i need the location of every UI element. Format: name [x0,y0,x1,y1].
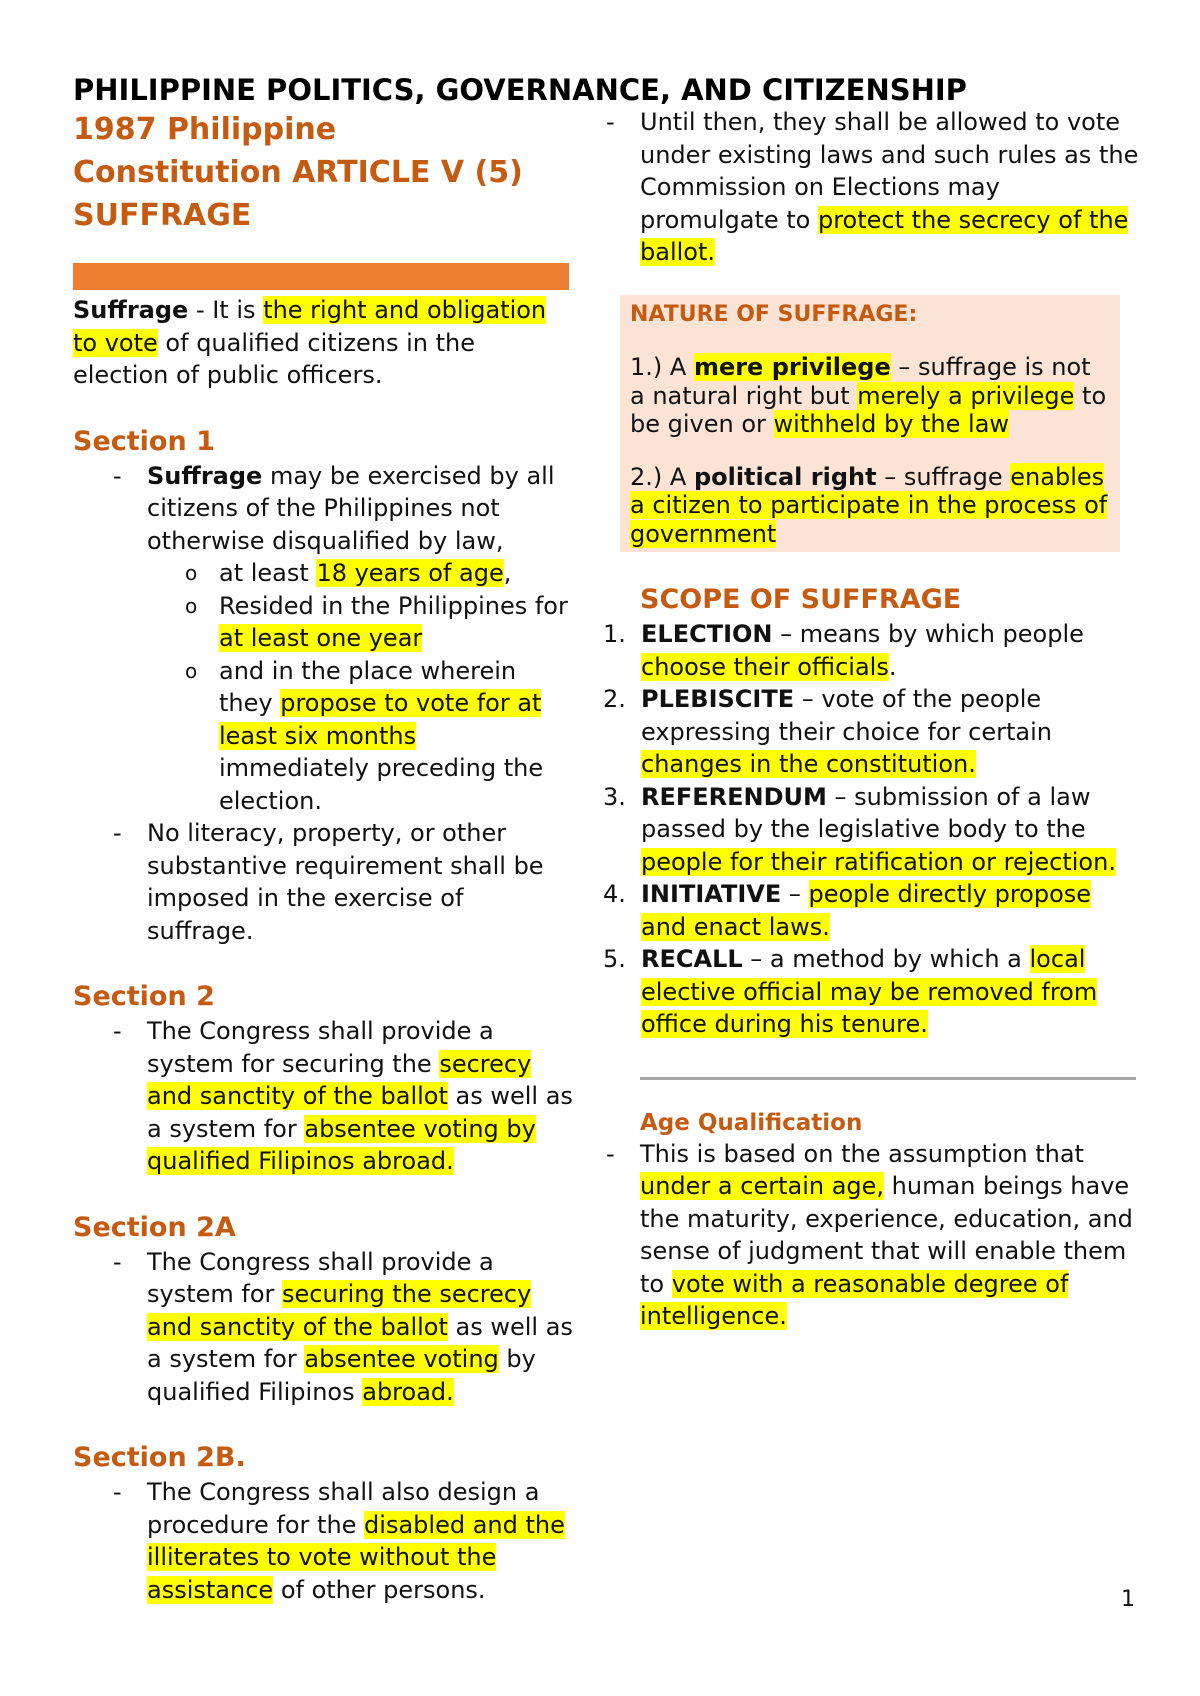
document-title-line: 1987 Philippine [73,112,337,147]
highlight: abroad. [362,1377,454,1406]
bold-term: mere privilege [693,353,891,381]
list-text: to be given or [630,381,1107,438]
bold-term: ELECTION [641,620,773,648]
highlight: disabled and the illiterates to vote without the assistance [147,1510,565,1604]
list-text: human beings have the maturity, experience, education, and sense of judgment that will enable them to [640,1172,1133,1298]
list-text: 1.) A [630,353,694,381]
list-text: – [781,880,809,908]
list-text: of other persons. [273,1575,486,1604]
highlight: local elective official may be removed from office during his tenure. [641,945,1098,1038]
list-text: as well as a system for [147,1312,573,1373]
highlight: withheld by the law [773,410,1010,438]
scope-item [566,618,1140,683]
nature-of-suffrage-box [620,295,1120,553]
page-number: 1 [1121,1587,1135,1612]
sub-list-item [73,557,573,590]
highlight: vote with a reasonable degree of intelligence. [640,1269,1069,1330]
sub-list-item [73,655,573,818]
list-text: – means by which people [772,620,1084,648]
highlight: secrecy and sanctity of the ballot [147,1049,532,1110]
list-text: at least [219,559,317,587]
list-text: and in the place wherein they [219,656,517,717]
scope-item [566,878,1140,943]
highlight: the right and obligation to vote [73,296,547,357]
list-text: – suffrage [876,462,1011,491]
highlight: absentee voting [304,1345,499,1373]
scope-item [566,943,1140,1041]
scope-list [566,618,1140,1041]
list-text: The Congress shall provide a system for securing the [147,1017,494,1078]
section-1-heading: Section 1 [73,425,215,457]
highlight: protect the secrecy of the ballot. [640,205,1129,266]
highlight: merely a privilege [857,381,1075,410]
bold-term: RECALL [641,945,743,973]
document-title-line: SUFFRAGE [73,198,252,233]
document-title-line: Constitution ARTICLE V (5) [73,155,523,190]
section-2-list [73,1015,573,1178]
orange-divider-bar [73,263,569,290]
highlight: 18 years of age [316,559,504,587]
left-column [73,108,573,1606]
list-text: Until then, they shall be allowed to vote under existing laws and such rules as the Commission on Elections may promulgate to [640,108,1139,234]
scope-heading: SCOPE OF SUFFRAGE [640,584,962,615]
highlight: people directly propose and enact laws. [641,880,1092,941]
list-text: immediately preceding the election. [219,754,544,815]
list-text: , [503,559,512,587]
section-2a-list [73,1246,573,1409]
list-text: – submission of a law passed by the legislative body to the [641,782,1091,843]
list-text: No literacy, property, or other substantive requirement shall be imposed in the exercise of suffrage. [147,819,544,945]
item-number: 3. [603,782,626,811]
until-then-list [566,106,1140,269]
highlight: under a certain age, [640,1172,885,1200]
highlight: at least one year [219,624,423,652]
item-number: 4. [603,880,626,908]
list-text: – a method by which a [742,945,1030,973]
list-item [73,1476,573,1606]
bold-term: PLEBISCITE [641,685,795,713]
horizontal-rule [640,1077,1136,1080]
item-number: 2. [603,685,626,713]
list-item [73,460,573,818]
nature-item [630,463,1110,549]
highlight: choose their officials [641,652,889,681]
section-2-heading: Section 2 [73,981,215,1012]
list-item [566,106,1140,269]
section-2a-heading: Section 2A [73,1211,236,1243]
definition-text: - It is [188,296,264,324]
bold-term: INITIATIVE [641,880,782,908]
list-text: This is based on the assumption that [640,1139,1084,1168]
highlight: absentee voting by qualified Filipinos abroad. [147,1114,536,1175]
highlight: people for their ratification or rejection. [641,847,1116,876]
section-1-list [73,460,573,948]
nature-heading: NATURE OF SUFFRAGE: [630,301,918,327]
age-list [566,1138,1140,1333]
nature-item [630,353,1110,439]
definition-term: Suffrage [73,296,189,324]
scope-item [566,683,1140,781]
list-item [73,1246,573,1409]
list-text: Resided in the Philippines for [219,591,568,620]
list-text: The Congress shall also design a procedure for the [147,1478,540,1539]
highlight: changes in the constitution. [641,750,976,778]
item-number: 1. [603,620,626,648]
right-column [603,106,1140,1333]
page-title: PHILIPPINE POLITICS, GOVERNANCE, AND CITIZENSHIP [73,73,967,107]
scope-item [566,781,1140,879]
section-2b-heading: Section 2B. [73,1442,246,1473]
sub-list-item [73,590,573,655]
list-text: The Congress shall provide a system for [147,1247,494,1308]
highlight: securing the secrecy and sanctity of the ballot [147,1280,532,1341]
document-title [73,108,573,237]
list-text: – vote of the people expressing their choice for certain [641,685,1052,746]
bold-term: political right [693,462,877,491]
highlight: propose to vote for at least six months [219,689,542,750]
item-number: 5. [603,945,626,973]
section-2b-list [73,1476,573,1606]
definition-text: of qualified citizens in the election of public officers. [73,328,475,389]
suffrage-definition [73,294,573,392]
list-text: 2.) A [630,462,694,491]
list-item [73,1015,573,1178]
list-text: by qualified Filipinos [147,1345,536,1406]
list-text: . [888,652,897,681]
list-item [566,1138,1140,1333]
list-text: – suffrage is not a natural right but [630,353,1091,410]
list-text: may be exercised by all citizens of the Philippines not otherwise disqualified by law, [147,461,555,555]
bold-term: Suffrage [147,461,263,490]
sub-list [147,557,573,817]
bold-term: REFERENDUM [641,782,827,811]
highlight: enables a citizen to participate in the process of government [630,462,1108,548]
list-item [73,817,573,947]
age-qualification-heading: Age Qualification [640,1109,863,1136]
list-text: as well as a system for [147,1082,573,1143]
